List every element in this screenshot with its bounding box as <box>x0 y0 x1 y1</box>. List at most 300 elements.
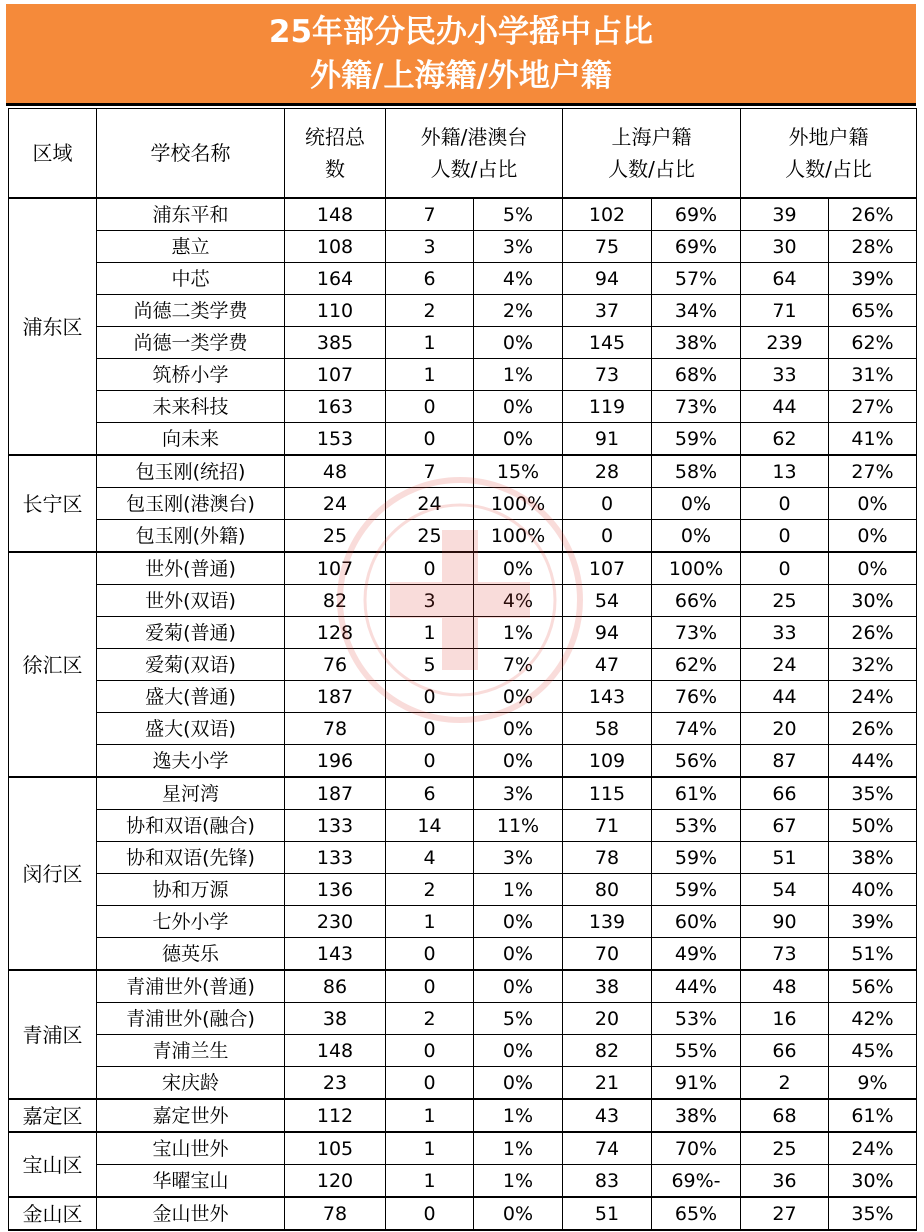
total-cell: 24 <box>285 488 386 520</box>
shanghai-count-cell: 119 <box>563 391 652 423</box>
other-pct-cell: 30% <box>829 1165 917 1198</box>
shanghai-count-cell: 0 <box>563 488 652 520</box>
table-row <box>9 423 917 456</box>
school-name-cell: 协和万源 <box>97 874 285 906</box>
shanghai-pct-cell: 38% <box>652 327 741 359</box>
foreign-count-cell: 2 <box>386 295 474 327</box>
shanghai-count-cell: 91 <box>563 423 652 456</box>
school-name-cell: 协和双语(融合) <box>97 810 285 842</box>
other-count-cell: 48 <box>741 970 829 1003</box>
shanghai-count-cell: 71 <box>563 810 652 842</box>
other-count-cell: 66 <box>741 777 829 810</box>
total-cell: 23 <box>285 1067 386 1100</box>
school-name-cell: 未来科技 <box>97 391 285 423</box>
shanghai-count-cell: 115 <box>563 777 652 810</box>
school-name-cell: 世外(双语) <box>97 585 285 617</box>
title-line-2: 外籍/上海籍/外地户籍 <box>310 58 612 94</box>
other-count-cell: 0 <box>741 488 829 520</box>
total-cell: 38 <box>285 1003 386 1035</box>
other-count-cell: 13 <box>741 455 829 488</box>
foreign-pct-cell: 0% <box>474 327 563 359</box>
school-name-cell: 星河湾 <box>97 777 285 810</box>
other-pct-cell: 32% <box>829 649 917 681</box>
shanghai-count-cell: 94 <box>563 617 652 649</box>
shanghai-pct-cell: 65% <box>652 1197 741 1230</box>
header-other-line-1: 外地户籍 <box>788 125 869 149</box>
header-region: 区域 <box>9 109 97 199</box>
other-count-cell: 87 <box>741 745 829 778</box>
total-cell: 48 <box>285 455 386 488</box>
other-pct-cell: 31% <box>829 359 917 391</box>
other-pct-cell: 35% <box>829 777 917 810</box>
foreign-pct-cell: 100% <box>474 520 563 553</box>
other-count-cell: 20 <box>741 713 829 745</box>
other-pct-cell: 41% <box>829 423 917 456</box>
table-row <box>9 520 917 553</box>
table-row <box>9 1067 917 1100</box>
total-cell: 78 <box>285 713 386 745</box>
school-name-cell: 德英乐 <box>97 938 285 971</box>
other-count-cell: 30 <box>741 231 829 263</box>
total-cell: 148 <box>285 1035 386 1067</box>
school-name-cell: 青浦世外(普通) <box>97 970 285 1003</box>
total-cell: 133 <box>285 842 386 874</box>
foreign-count-cell: 3 <box>386 585 474 617</box>
other-count-cell: 0 <box>741 520 829 553</box>
foreign-count-cell: 2 <box>386 874 474 906</box>
school-name-cell: 筑桥小学 <box>97 359 285 391</box>
other-pct-cell: 24% <box>829 1132 917 1165</box>
region-cell: 金山区 <box>9 1197 97 1230</box>
total-cell: 82 <box>285 585 386 617</box>
other-pct-cell: 24% <box>829 681 917 713</box>
foreign-count-cell: 1 <box>386 617 474 649</box>
table-row <box>9 1165 917 1198</box>
shanghai-pct-cell: 91% <box>652 1067 741 1100</box>
foreign-count-cell: 0 <box>386 713 474 745</box>
shanghai-pct-cell: 68% <box>652 359 741 391</box>
other-pct-cell: 40% <box>829 874 917 906</box>
total-cell: 385 <box>285 327 386 359</box>
total-cell: 196 <box>285 745 386 778</box>
header-total <box>285 109 386 199</box>
foreign-pct-cell: 0% <box>474 1067 563 1100</box>
foreign-count-cell: 0 <box>386 1197 474 1230</box>
other-count-cell: 0 <box>741 552 829 585</box>
total-cell: 105 <box>285 1132 386 1165</box>
shanghai-pct-cell: 34% <box>652 295 741 327</box>
other-count-cell: 44 <box>741 391 829 423</box>
table-row <box>9 1197 917 1230</box>
shanghai-pct-cell: 69%- <box>652 1165 741 1198</box>
shanghai-pct-cell: 59% <box>652 874 741 906</box>
shanghai-pct-cell: 38% <box>652 1099 741 1132</box>
region-cell: 徐汇区 <box>9 552 97 777</box>
other-count-cell: 25 <box>741 585 829 617</box>
foreign-pct-cell: 3% <box>474 231 563 263</box>
table-row <box>9 1035 917 1067</box>
shanghai-pct-cell: 69% <box>652 231 741 263</box>
shanghai-pct-cell: 57% <box>652 263 741 295</box>
foreign-pct-cell: 4% <box>474 585 563 617</box>
table-row <box>9 874 917 906</box>
header-foreign-line-2: 人数/占比 <box>430 157 518 181</box>
other-count-cell: 68 <box>741 1099 829 1132</box>
other-pct-cell: 26% <box>829 617 917 649</box>
shanghai-pct-cell: 59% <box>652 423 741 456</box>
table-row <box>9 649 917 681</box>
school-name-cell: 宝山世外 <box>97 1132 285 1165</box>
shanghai-count-cell: 0 <box>563 520 652 553</box>
foreign-pct-cell: 0% <box>474 391 563 423</box>
total-cell: 25 <box>285 520 386 553</box>
foreign-pct-cell: 2% <box>474 295 563 327</box>
total-cell: 78 <box>285 1197 386 1230</box>
foreign-pct-cell: 3% <box>474 777 563 810</box>
shanghai-pct-cell: 55% <box>652 1035 741 1067</box>
shanghai-count-cell: 109 <box>563 745 652 778</box>
foreign-pct-cell: 1% <box>474 1132 563 1165</box>
foreign-count-cell: 7 <box>386 198 474 231</box>
other-pct-cell: 0% <box>829 520 917 553</box>
foreign-pct-cell: 0% <box>474 1197 563 1230</box>
other-count-cell: 39 <box>741 198 829 231</box>
foreign-count-cell: 14 <box>386 810 474 842</box>
foreign-count-cell: 25 <box>386 520 474 553</box>
table-row <box>9 777 917 810</box>
foreign-count-cell: 0 <box>386 423 474 456</box>
foreign-count-cell: 1 <box>386 359 474 391</box>
total-cell: 163 <box>285 391 386 423</box>
other-pct-cell: 26% <box>829 713 917 745</box>
foreign-pct-cell: 3% <box>474 842 563 874</box>
other-pct-cell: 65% <box>829 295 917 327</box>
table-row <box>9 263 917 295</box>
shanghai-count-cell: 83 <box>563 1165 652 1198</box>
other-count-cell: 54 <box>741 874 829 906</box>
foreign-count-cell: 6 <box>386 777 474 810</box>
other-pct-cell: 27% <box>829 455 917 488</box>
table-row <box>9 552 917 585</box>
foreign-pct-cell: 0% <box>474 423 563 456</box>
table-row <box>9 455 917 488</box>
foreign-count-cell: 7 <box>386 455 474 488</box>
school-name-cell: 爱菊(普通) <box>97 617 285 649</box>
table-row <box>9 359 917 391</box>
foreign-count-cell: 2 <box>386 1003 474 1035</box>
school-name-cell: 惠立 <box>97 231 285 263</box>
table-row <box>9 1003 917 1035</box>
foreign-count-cell: 24 <box>386 488 474 520</box>
total-cell: 187 <box>285 681 386 713</box>
foreign-pct-cell: 11% <box>474 810 563 842</box>
shanghai-count-cell: 75 <box>563 231 652 263</box>
foreign-pct-cell: 15% <box>474 455 563 488</box>
table-row <box>9 1132 917 1165</box>
other-pct-cell: 62% <box>829 327 917 359</box>
foreign-pct-cell: 1% <box>474 1165 563 1198</box>
foreign-pct-cell: 5% <box>474 198 563 231</box>
other-count-cell: 33 <box>741 359 829 391</box>
shanghai-count-cell: 102 <box>563 198 652 231</box>
header-row <box>9 109 917 199</box>
other-pct-cell: 35% <box>829 1197 917 1230</box>
admission-table <box>8 108 917 1231</box>
shanghai-pct-cell: 60% <box>652 906 741 938</box>
total-cell: 86 <box>285 970 386 1003</box>
total-cell: 110 <box>285 295 386 327</box>
table-row <box>9 681 917 713</box>
shanghai-count-cell: 28 <box>563 455 652 488</box>
school-name-cell: 盛大(双语) <box>97 713 285 745</box>
other-count-cell: 16 <box>741 1003 829 1035</box>
foreign-count-cell: 1 <box>386 327 474 359</box>
region-cell: 浦东区 <box>9 198 97 455</box>
other-pct-cell: 9% <box>829 1067 917 1100</box>
region-cell: 长宁区 <box>9 455 97 552</box>
title-banner <box>6 4 916 106</box>
table-row <box>9 295 917 327</box>
school-name-cell: 青浦兰生 <box>97 1035 285 1067</box>
shanghai-count-cell: 139 <box>563 906 652 938</box>
table-row <box>9 713 917 745</box>
shanghai-pct-cell: 59% <box>652 842 741 874</box>
other-count-cell: 64 <box>741 263 829 295</box>
total-cell: 136 <box>285 874 386 906</box>
school-name-cell: 世外(普通) <box>97 552 285 585</box>
school-name-cell: 包玉刚(港澳台) <box>97 488 285 520</box>
shanghai-count-cell: 94 <box>563 263 652 295</box>
header-foreign-line-1: 外籍/港澳台 <box>420 125 528 149</box>
shanghai-pct-cell: 69% <box>652 198 741 231</box>
foreign-count-cell: 0 <box>386 391 474 423</box>
school-name-cell: 七外小学 <box>97 906 285 938</box>
total-cell: 143 <box>285 938 386 971</box>
header-shanghai-line-1: 上海户籍 <box>611 125 692 149</box>
region-cell: 闵行区 <box>9 777 97 970</box>
foreign-count-cell: 0 <box>386 745 474 778</box>
other-count-cell: 67 <box>741 810 829 842</box>
foreign-count-cell: 1 <box>386 1132 474 1165</box>
shanghai-pct-cell: 76% <box>652 681 741 713</box>
total-cell: 128 <box>285 617 386 649</box>
foreign-pct-cell: 1% <box>474 359 563 391</box>
other-pct-cell: 38% <box>829 842 917 874</box>
school-name-cell: 浦东平和 <box>97 198 285 231</box>
shanghai-count-cell: 58 <box>563 713 652 745</box>
table-row <box>9 198 917 231</box>
shanghai-pct-cell: 58% <box>652 455 741 488</box>
table-row <box>9 745 917 778</box>
foreign-count-cell: 0 <box>386 1067 474 1100</box>
total-cell: 148 <box>285 198 386 231</box>
total-cell: 108 <box>285 231 386 263</box>
header-shanghai-line-2: 人数/占比 <box>608 157 695 181</box>
foreign-pct-cell: 1% <box>474 874 563 906</box>
table-row <box>9 906 917 938</box>
total-cell: 112 <box>285 1099 386 1132</box>
school-name-cell: 尚德一类学费 <box>97 327 285 359</box>
shanghai-count-cell: 80 <box>563 874 652 906</box>
header-shanghai <box>563 109 741 199</box>
shanghai-count-cell: 20 <box>563 1003 652 1035</box>
shanghai-pct-cell: 56% <box>652 745 741 778</box>
other-count-cell: 2 <box>741 1067 829 1100</box>
other-pct-cell: 44% <box>829 745 917 778</box>
foreign-pct-cell: 0% <box>474 552 563 585</box>
shanghai-pct-cell: 44% <box>652 970 741 1003</box>
table-row <box>9 842 917 874</box>
table-row <box>9 1099 917 1132</box>
other-pct-cell: 28% <box>829 231 917 263</box>
foreign-count-cell: 0 <box>386 681 474 713</box>
shanghai-pct-cell: 62% <box>652 649 741 681</box>
shanghai-count-cell: 51 <box>563 1197 652 1230</box>
header-other <box>741 109 917 199</box>
other-count-cell: 62 <box>741 423 829 456</box>
shanghai-count-cell: 78 <box>563 842 652 874</box>
foreign-pct-cell: 100% <box>474 488 563 520</box>
foreign-pct-cell: 7% <box>474 649 563 681</box>
foreign-count-cell: 5 <box>386 649 474 681</box>
foreign-pct-cell: 1% <box>474 1099 563 1132</box>
other-pct-cell: 27% <box>829 391 917 423</box>
foreign-count-cell: 4 <box>386 842 474 874</box>
shanghai-pct-cell: 66% <box>652 585 741 617</box>
shanghai-pct-cell: 49% <box>652 938 741 971</box>
other-count-cell: 24 <box>741 649 829 681</box>
other-pct-cell: 39% <box>829 906 917 938</box>
other-pct-cell: 30% <box>829 585 917 617</box>
header-foreign <box>386 109 563 199</box>
foreign-pct-cell: 0% <box>474 713 563 745</box>
foreign-pct-cell: 0% <box>474 938 563 971</box>
shanghai-pct-cell: 53% <box>652 810 741 842</box>
foreign-count-cell: 1 <box>386 1165 474 1198</box>
foreign-pct-cell: 0% <box>474 1035 563 1067</box>
other-pct-cell: 56% <box>829 970 917 1003</box>
shanghai-pct-cell: 0% <box>652 488 741 520</box>
other-count-cell: 51 <box>741 842 829 874</box>
total-cell: 107 <box>285 552 386 585</box>
school-name-cell: 宋庆龄 <box>97 1067 285 1100</box>
other-count-cell: 66 <box>741 1035 829 1067</box>
school-name-cell: 嘉定世外 <box>97 1099 285 1132</box>
foreign-pct-cell: 0% <box>474 970 563 1003</box>
region-cell: 宝山区 <box>9 1132 97 1197</box>
school-name-cell: 盛大(普通) <box>97 681 285 713</box>
table-row <box>9 488 917 520</box>
school-name-cell: 逸夫小学 <box>97 745 285 778</box>
school-name-cell: 包玉刚(外籍) <box>97 520 285 553</box>
shanghai-count-cell: 47 <box>563 649 652 681</box>
other-pct-cell: 26% <box>829 198 917 231</box>
foreign-pct-cell: 0% <box>474 906 563 938</box>
table-row <box>9 810 917 842</box>
foreign-pct-cell: 0% <box>474 681 563 713</box>
school-name-cell: 包玉刚(统招) <box>97 455 285 488</box>
foreign-count-cell: 1 <box>386 906 474 938</box>
shanghai-count-cell: 74 <box>563 1132 652 1165</box>
other-pct-cell: 0% <box>829 552 917 585</box>
total-cell: 133 <box>285 810 386 842</box>
shanghai-count-cell: 73 <box>563 359 652 391</box>
total-cell: 230 <box>285 906 386 938</box>
shanghai-count-cell: 143 <box>563 681 652 713</box>
foreign-count-cell: 6 <box>386 263 474 295</box>
header-school: 学校名称 <box>97 109 285 199</box>
shanghai-pct-cell: 73% <box>652 391 741 423</box>
other-count-cell: 27 <box>741 1197 829 1230</box>
school-name-cell: 华曜宝山 <box>97 1165 285 1198</box>
school-name-cell: 尚德二类学费 <box>97 295 285 327</box>
other-pct-cell: 51% <box>829 938 917 971</box>
shanghai-count-cell: 54 <box>563 585 652 617</box>
school-name-cell: 协和双语(先锋) <box>97 842 285 874</box>
region-cell: 青浦区 <box>9 970 97 1099</box>
total-cell: 76 <box>285 649 386 681</box>
shanghai-pct-cell: 0% <box>652 520 741 553</box>
foreign-pct-cell: 4% <box>474 263 563 295</box>
table-row <box>9 327 917 359</box>
foreign-count-cell: 1 <box>386 1099 474 1132</box>
other-count-cell: 71 <box>741 295 829 327</box>
other-count-cell: 90 <box>741 906 829 938</box>
school-name-cell: 青浦世外(融合) <box>97 1003 285 1035</box>
foreign-count-cell: 3 <box>386 231 474 263</box>
other-count-cell: 73 <box>741 938 829 971</box>
header-total-line-2: 数 <box>325 157 345 181</box>
school-name-cell: 爱菊(双语) <box>97 649 285 681</box>
shanghai-count-cell: 38 <box>563 970 652 1003</box>
other-count-cell: 44 <box>741 681 829 713</box>
shanghai-pct-cell: 74% <box>652 713 741 745</box>
other-pct-cell: 0% <box>829 488 917 520</box>
other-pct-cell: 50% <box>829 810 917 842</box>
other-count-cell: 36 <box>741 1165 829 1198</box>
other-count-cell: 25 <box>741 1132 829 1165</box>
school-name-cell: 向未来 <box>97 423 285 456</box>
title-line-1: 25年部分民办小学摇中占比 <box>268 14 654 50</box>
other-count-cell: 33 <box>741 617 829 649</box>
other-pct-cell: 42% <box>829 1003 917 1035</box>
shanghai-count-cell: 43 <box>563 1099 652 1132</box>
table-row <box>9 585 917 617</box>
other-pct-cell: 39% <box>829 263 917 295</box>
other-pct-cell: 45% <box>829 1035 917 1067</box>
shanghai-pct-cell: 70% <box>652 1132 741 1165</box>
total-cell: 153 <box>285 423 386 456</box>
total-cell: 107 <box>285 359 386 391</box>
total-cell: 187 <box>285 777 386 810</box>
other-pct-cell: 61% <box>829 1099 917 1132</box>
shanghai-count-cell: 21 <box>563 1067 652 1100</box>
shanghai-pct-cell: 61% <box>652 777 741 810</box>
table-row <box>9 617 917 649</box>
foreign-pct-cell: 0% <box>474 745 563 778</box>
header-other-line-2: 人数/占比 <box>785 157 872 181</box>
shanghai-count-cell: 107 <box>563 552 652 585</box>
foreign-pct-cell: 1% <box>474 617 563 649</box>
school-name-cell: 金山世外 <box>97 1197 285 1230</box>
school-name-cell: 中芯 <box>97 263 285 295</box>
table-row <box>9 970 917 1003</box>
table-body <box>9 198 917 1230</box>
shanghai-pct-cell: 73% <box>652 617 741 649</box>
foreign-count-cell: 0 <box>386 552 474 585</box>
shanghai-pct-cell: 53% <box>652 1003 741 1035</box>
total-cell: 164 <box>285 263 386 295</box>
